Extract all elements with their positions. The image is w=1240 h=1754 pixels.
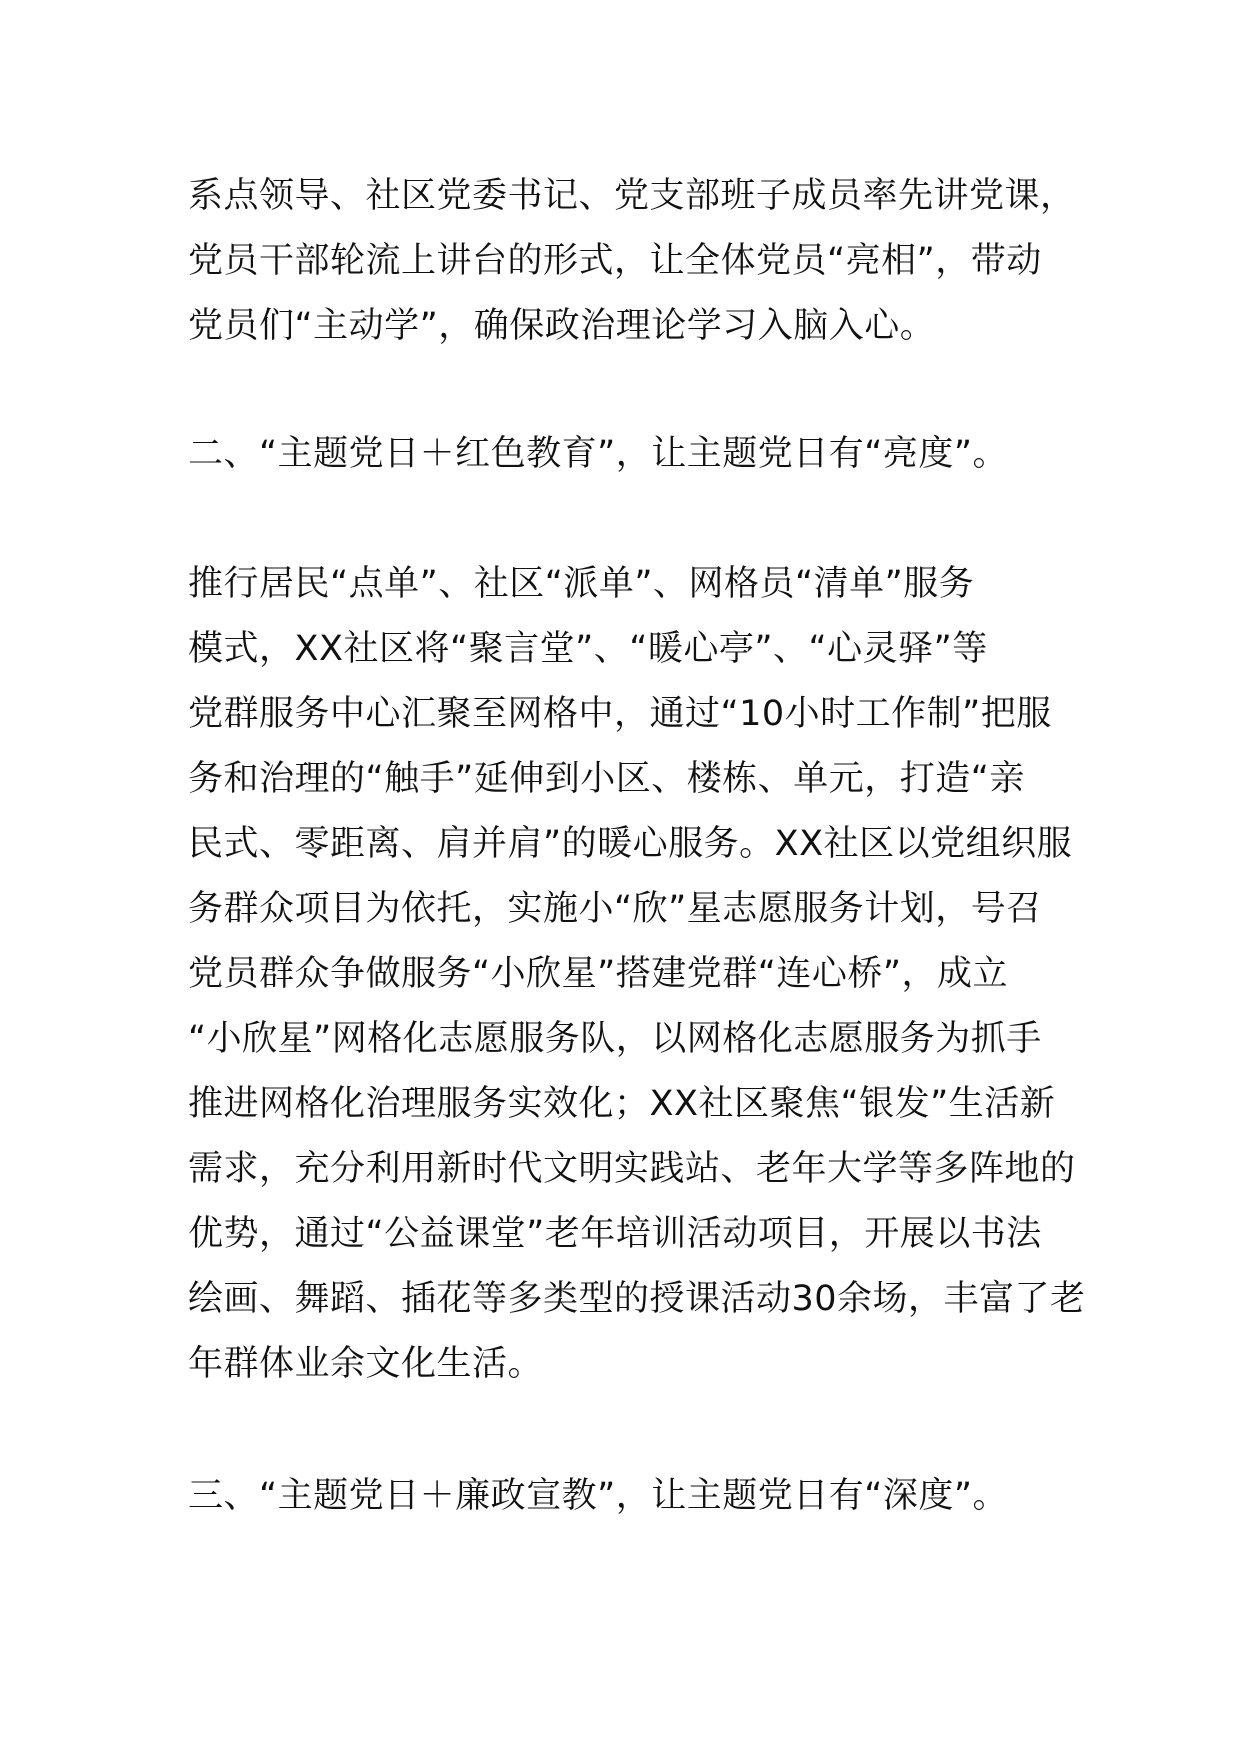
paragraph-line: 党员群众争做服务“小欣星”搭建党群“连心桥”，成立	[188, 954, 1009, 994]
paragraph-line: 民式、零距离、肩并肩”的暖心服务。XX社区以党组织服	[188, 824, 1073, 864]
section-heading-text: 三、“主题党日＋廉政宣教”，让主题党日有“深度”。	[188, 1476, 1009, 1516]
section-heading-red-education	[188, 422, 1068, 487]
paragraph-line: 绘画、舞蹈、插花等多类型的授课活动30余场，丰富了老	[188, 1279, 1086, 1319]
section-heading-integrity-education	[188, 1464, 1068, 1529]
paragraph-party-lecture	[188, 164, 1076, 359]
paragraph-line: 模式，XX社区将“聚言堂”、“暖心亭”、“心灵驿”等	[188, 629, 988, 669]
paragraph-line: 年群体业余文化生活。	[188, 1344, 544, 1384]
paragraph-line: 系点领导、社区党委书记、党支部班子成员率先讲党课，	[188, 176, 1076, 216]
paragraph-line: 推行居民“点单”、社区“派单”、网格员“清单”服务	[188, 564, 975, 604]
paragraph-grid-service	[188, 552, 1086, 1397]
section-heading-text: 二、“主题党日＋红色教育”，让主题党日有“亮度”。	[188, 434, 1009, 474]
paragraph-line: 优势，通过“公益课堂”老年培训活动项目，开展以书法	[188, 1214, 1042, 1254]
paragraph-line: 推进网格化治理服务实效化；XX社区聚焦“银发”生活新	[188, 1084, 1056, 1124]
paragraph-line: “小欣星”网格化志愿服务队，以网格化志愿服务为抓手	[188, 1019, 1042, 1059]
paragraph-line: 务和治理的“触手”延伸到小区、楼栋、单元，打造“亲	[188, 759, 1025, 799]
paragraph-line: 务群众项目为依托，实施小“欣”星志愿服务计划，号召	[188, 889, 1042, 929]
paragraph-line: 党员们“主动学”，确保政治理论学习入脑入心。	[188, 306, 936, 346]
paragraph-line: 党员干部轮流上讲台的形式，让全体党员“亮相”，带动	[188, 241, 1042, 281]
paragraph-line: 党群服务中心汇聚至网格中，通过“10小时工作制”把服	[188, 694, 1052, 734]
paragraph-line: 需求，充分利用新时代文明实践站、老年大学等多阵地的	[188, 1149, 1076, 1189]
